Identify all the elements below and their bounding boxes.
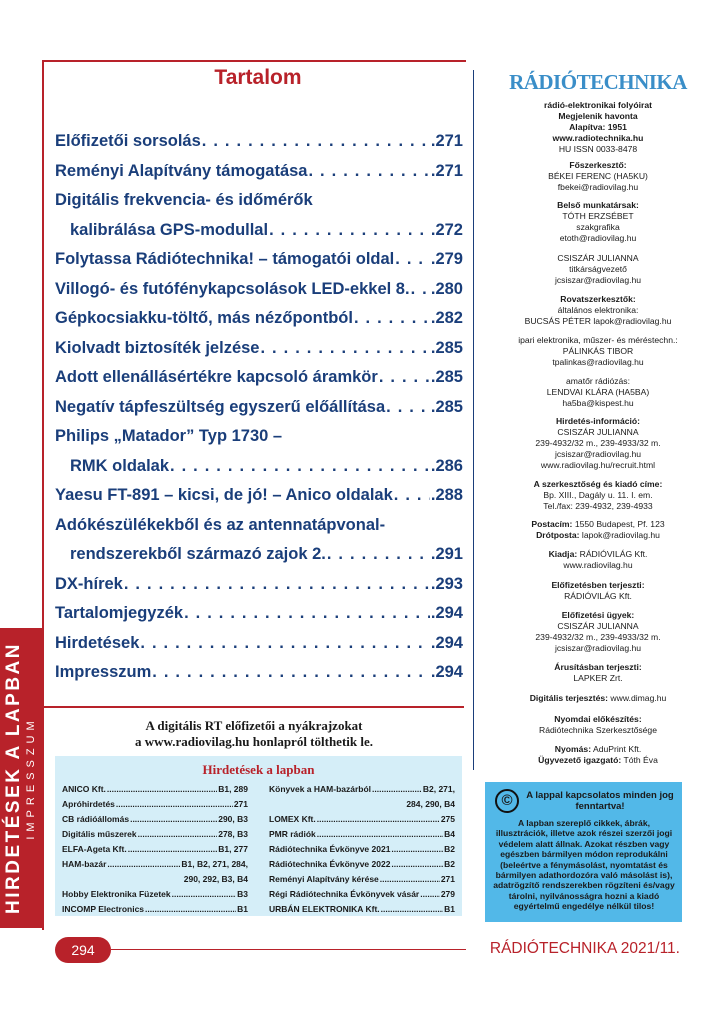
impressum-line: szakgrafika [576, 222, 620, 232]
impressum-sub-matters [478, 610, 718, 654]
impressum-retail [478, 662, 718, 684]
impressum-label: Belső munkatársak: [557, 200, 639, 210]
toc-entry-page: .286 [430, 456, 463, 475]
toc-entry-page: .279 [430, 250, 463, 268]
impressum-publisher [478, 549, 718, 571]
ads-index-advertiser: Reményi Alapítvány kérése [269, 874, 379, 884]
toc-leader-dots [379, 366, 430, 388]
impressum-label: Előfizetési ügyek: [561, 610, 635, 620]
impressum-line: általános elektronika: [557, 305, 639, 315]
toc-entry-title: Előfizetői sorsolás [55, 132, 201, 150]
impressum-line: etoth@radiovilag.hu [559, 233, 637, 243]
ads-index-pages: 284, 290, B4 [406, 799, 455, 809]
toc-leader-dots [140, 632, 429, 654]
toc-entry-title: Hirdetések [55, 633, 140, 652]
ads-index-leader-dots [172, 887, 236, 902]
impressum-line: jcsiszar@radiovilag.hu [554, 275, 642, 285]
impressum-line: jcsiszar@radiovilag.hu [554, 449, 642, 459]
impressum-column-editors [478, 294, 718, 327]
impressum-label: A szerkesztőség és kiadó címe: [533, 479, 663, 489]
toc-entry-page: .271 [430, 161, 463, 180]
ads-index-pages: B4 [444, 829, 455, 839]
copyright-heading: A lappal kapcsolatos minden jog fenntartva! [526, 790, 674, 812]
ads-index-entry [269, 842, 455, 857]
toc-entry [55, 189, 463, 211]
magazine-logo: RÁDIÓTECHNIKA [509, 70, 687, 94]
toc-entry [55, 632, 463, 654]
toc-leader-dots [170, 455, 430, 477]
impressum-line: tpalinkas@radiovilag.hu [552, 357, 644, 367]
toc-leader-dots [395, 248, 430, 270]
ads-index-entry [62, 782, 248, 797]
ads-index-entry [62, 902, 248, 917]
impressum-line: RÁDIÓVILÁG Kft. [564, 591, 632, 601]
ads-index-advertiser: Régi Rádiótechnika Évkönyvek vásár [269, 889, 420, 899]
ads-index-advertiser: INCOMP Electronics [62, 904, 145, 914]
ads-index-pages: B1, B2, 271, 284, [181, 859, 248, 869]
impressum-label: Előfizetésben terjeszti: [551, 580, 645, 590]
impressum-line: ha5ba@kispest.hu [562, 398, 634, 408]
ads-index-advertiser: PMR rádiók [269, 829, 316, 839]
ads-index-leader-dots [145, 902, 236, 917]
toc-entry-title: Negatív tápfeszültség egyszerű előállítása [55, 397, 386, 416]
toc-leader-dots [354, 307, 430, 329]
ads-index-pages: B3 [237, 889, 248, 899]
section-divider [44, 706, 464, 708]
toc-entry [55, 160, 463, 182]
toc-entry [55, 425, 463, 447]
impressum-address [478, 479, 718, 512]
ads-index-entry [269, 812, 455, 827]
impressum-sub-distribution [478, 580, 718, 602]
ads-index-advertiser: Hobby Elektronika Füzetek [62, 889, 171, 899]
toc-entry-title: rendszerekből származó zajok 2. [70, 545, 326, 563]
footer-magazine-issue: RÁDIÓTECHNIKA 2021/11. [489, 940, 680, 957]
toc-entry-title: Reményi Alapítvány támogatása [55, 161, 308, 180]
ads-index-advertiser: Rádiótechnika Évkönyve 2021 [269, 844, 391, 854]
toc-entry [55, 396, 463, 418]
toc-entry-title: Gépkocsiakku-töltő, más nézőpontból [55, 309, 353, 327]
impressum-line: Tel./fax: 239-4932, 239-4933 [543, 501, 653, 511]
ads-index-entry [62, 797, 248, 812]
ads-index-leader-dots [317, 827, 443, 842]
toc-leader-dots [327, 543, 430, 565]
toc-entry [55, 337, 463, 359]
toc-entry [55, 130, 463, 152]
toc-leader-dots [411, 278, 430, 300]
ads-index-advertiser: Digitális műszerek [62, 829, 137, 839]
ads-index-pages: 278, B3 [218, 829, 248, 839]
toc-entry [55, 602, 463, 624]
impressum-label: Ügyvezető igazgató: [538, 755, 622, 765]
toc-entry [70, 455, 463, 477]
ads-index-leader-dots [391, 842, 443, 857]
ads-index-entry [62, 857, 248, 872]
impressum-line: 239-4932/32 m., 239-4933/32 m. [535, 632, 661, 642]
impressum-label: Drótposta: [536, 530, 580, 540]
ads-index-advertiser: ELFA-Ageta Kft. [62, 844, 127, 854]
ads-index-pages: 279 [440, 889, 455, 899]
ads-index-pages: B1, 277 [218, 844, 248, 854]
ads-index-leader-dots [380, 872, 440, 887]
toc-entry-title: Villogó- és futófénykapcsolások LED-ekkel 8. [55, 279, 410, 298]
ads-index-leader-dots [391, 857, 443, 872]
impressum-value: AduPrint Kft. [592, 744, 642, 754]
ads-index-leader-dots [130, 812, 217, 827]
toc-entry-title: Adott ellenállásértékre kapcsoló áramkör [55, 368, 378, 386]
impressum-line: HU ISSN 0033-8478 [558, 144, 638, 154]
download-note-line: A digitális RT előfizetői a nyákrajzokat [145, 718, 363, 733]
ads-index-pages: 271 [233, 799, 248, 809]
toc-entry-title: kalibrálása GPS-modullal [70, 220, 269, 239]
ads-index-advertiser: ANICO Kft. [62, 784, 106, 794]
toc-entry-title: Philips „Matador” Typ 1730 – [55, 427, 283, 445]
impressum-label: Kiadja: [548, 549, 578, 559]
impressum-chief [478, 160, 718, 193]
frame-top-rule [42, 60, 466, 62]
ads-index-pages: B2, 271, [422, 784, 455, 794]
impressum-line: www.radiovilag.hu/recruit.html [540, 460, 656, 470]
toc-entry [55, 514, 463, 536]
impressum-line: Bp. XIII., Dagály u. 11. I. em. [543, 490, 653, 500]
ads-index-pages: 290, B3 [218, 814, 248, 824]
ads-index-pages: 290, 292, B3, B4 [183, 874, 248, 884]
toc-entry [55, 307, 463, 329]
toc-entry-page: .285 [430, 397, 463, 416]
impressum-line: titkárságvezető [569, 264, 627, 274]
impressum-amateur-editor [478, 376, 718, 409]
ads-index-leader-dots [116, 797, 233, 812]
ads-index-leader-dots [128, 842, 218, 857]
ads-index-leader-dots [420, 887, 440, 902]
impressum-line: BUCSÁS PÉTER lapok@radiovilag.hu [524, 316, 672, 326]
copyright-text: A lapban szereplő cikkek, ábrák, illusztrációk, illetve azok részei szerzői jogi védelem alatt állnak. Azokat részben vagy egészben bármilyen módon reprodukálni (beleértve a fénymásolást, nyomtatást és bármilyen adathordozóra való másolást is), adatrögzítő rendszerekben rögzíteni és/vagy tárolni, nyilvánosságra hozni a kiadó egyértelmű engedélye nélkül tilos! [493, 818, 675, 912]
toc-leader-dots [260, 337, 429, 359]
toc-leader-dots [386, 396, 430, 418]
ads-index-leader-dots [372, 782, 422, 797]
toc-entry-page: .285 [430, 338, 463, 357]
toc-leader-dots [269, 219, 430, 241]
impressum-line: LENDVAI KLÁRA (HA5BA) [546, 387, 650, 397]
impressum-print-line [478, 744, 718, 755]
impressum-line: rádió-elektronikai folyóirat [544, 100, 652, 110]
impressum-digital-line [478, 693, 718, 704]
download-note-line: a www.radiovilag.hu honlapról tölthetik le. [135, 734, 373, 749]
toc-entry [55, 484, 463, 506]
ads-index-pages: 275 [440, 814, 455, 824]
toc-entry-page: .271 [430, 132, 463, 150]
toc-entry [55, 248, 463, 270]
ads-index-leader-dots [138, 827, 218, 842]
ads-index-pages: B2 [444, 844, 455, 854]
toc-entry-title: RMK oldalak [70, 456, 170, 475]
ads-index-title: Hirdetések a lapban [202, 762, 315, 777]
impressum-line: LAPKER Zrt. [573, 673, 623, 683]
toc-entry-title: Folytassa Rádiótechnika! – támogatói oldal [55, 250, 395, 268]
toc-entry-title: DX-hírek [55, 574, 123, 593]
toc-entry [55, 278, 463, 300]
impressum-print [478, 744, 718, 766]
page-number-badge: 294 [55, 937, 111, 963]
footer-rule [111, 949, 466, 950]
toc-entry-title: Digitális frekvencia- és időmérők [55, 191, 313, 209]
ads-index-entry [62, 842, 248, 857]
impressum-wire-line [478, 530, 718, 541]
ads-index-box [55, 756, 462, 916]
ads-index-advertiser: Apróhirdetés [62, 799, 115, 809]
impressum-prepress [478, 714, 718, 736]
impressum-post-line [478, 519, 718, 530]
ads-index-pages: 271 [440, 874, 455, 884]
impressum-line: amatőr rádiózás: [565, 376, 630, 386]
impressum-director-line [478, 755, 718, 766]
toc-entry-title: Impresszum [55, 663, 152, 681]
copyright-box [485, 782, 682, 922]
toc-entry-page: .291 [430, 545, 463, 563]
impressum-label: Nyomás: [554, 744, 592, 754]
ads-index-entry [62, 827, 248, 842]
impressum-publisher-line [478, 549, 718, 560]
impressum-line: PÁLINKÁS TIBOR [562, 346, 634, 356]
impressum-line: www.radiovilag.hu [563, 560, 633, 570]
toc-entry-title: Kiolvadt biztosíték jelzése [55, 338, 260, 357]
impressum-value: RÁDIÓVILÁG Kft. [579, 549, 648, 559]
toc-leader-dots [152, 661, 430, 683]
impressum-value: lapok@radiovilag.hu [581, 530, 660, 540]
ads-index-pages: B1 [237, 904, 248, 914]
impressum-value: 1550 Budapest, Pf. 123 [574, 519, 665, 529]
toc-entry-page: .294 [430, 663, 463, 681]
toc-entry [55, 573, 463, 595]
side-section-label [4, 628, 38, 928]
impressum-line: 239-4932/32 m., 239-4933/32 m. [535, 438, 661, 448]
impressum-line: CSISZÁR JULIANNA [557, 253, 639, 263]
toc-entry-page: .282 [430, 309, 463, 327]
toc-leader-dots [394, 484, 430, 506]
impressum-secretary [478, 253, 718, 286]
ads-index-advertiser: Könyvek a HAM-bazárból [269, 784, 372, 794]
toc-entry [70, 543, 463, 565]
impressum-label: Nyomdai előkészítés: [554, 714, 642, 724]
impressum-value: www.dimag.hu [610, 693, 667, 703]
toc-entry-title: Adókészülékekből és az antennatápvonal- [55, 515, 386, 534]
ads-index-entry [62, 887, 248, 902]
ads-index-leader-dots [107, 857, 180, 872]
side-section-sub: IMPRESSZUM [25, 716, 37, 840]
toc-leader-dots [202, 130, 430, 152]
impressum-line: www.radiotechnika.hu [552, 133, 644, 143]
impressum-line: Megjelenik havonta [558, 111, 638, 121]
toc-entry [55, 366, 463, 388]
impressum-label: Rovatszerkesztők: [560, 294, 636, 304]
impressum-line: BÉKEI FERENC (HA5KU) [548, 171, 648, 181]
toc-entry-page: .294 [430, 604, 463, 622]
toc-entry-title: Tartalomjegyzék [55, 604, 184, 622]
ads-index-pages: B1 [444, 904, 455, 914]
toc-title: Tartalom [214, 66, 302, 89]
ads-index-entry [62, 812, 248, 827]
frame-left-rule [42, 60, 44, 930]
ads-index-entry [269, 857, 455, 872]
ads-index-leader-dots [317, 812, 440, 827]
impressum-label: Hirdetés-információ: [555, 416, 641, 426]
ads-index-advertiser: HAM-bazár [62, 859, 107, 869]
impressum-line: jcsiszar@radiovilag.hu [554, 643, 642, 653]
toc-entry [55, 661, 463, 683]
ads-index-advertiser: LOMEX Kft. [269, 814, 316, 824]
ads-index-entry [269, 782, 455, 797]
ads-index-entry [62, 872, 248, 887]
ads-index-left-column [62, 782, 248, 917]
toc-leader-dots [184, 602, 430, 624]
impressum-value: Tóth Éva [623, 755, 658, 765]
impressum-line: CSISZÁR JULIANNA [557, 621, 639, 631]
download-note [44, 718, 464, 750]
impressum-label: Postacím: [531, 519, 573, 529]
ads-index-pages: B1, 289 [218, 784, 248, 794]
column-divider [473, 70, 474, 770]
impressum-staff [478, 200, 718, 244]
impressum-industrial-editor [478, 335, 718, 368]
toc-entry-page: .285 [430, 368, 463, 386]
impressum-line: fbekei@radiovilag.hu [557, 182, 639, 192]
ads-index-entry [269, 902, 455, 917]
impressum-line: TÓTH ERZSÉBET [562, 211, 634, 221]
ads-index-advertiser: CB rádióállomás [62, 814, 130, 824]
toc-entry-page: .293 [430, 574, 463, 593]
impressum-line: CSISZÁR JULIANNA [557, 427, 639, 437]
ads-index-entry [269, 887, 455, 902]
toc-entry-page: .294 [430, 633, 463, 652]
ads-index-advertiser: Rádiótechnika Évkönyve 2022 [269, 859, 391, 869]
ads-index-pages: B2 [444, 859, 455, 869]
ads-index-right-column [269, 782, 455, 917]
toc-entry-page: .280 [430, 279, 463, 298]
impressum-line: ipari elektronika, műszer- és méréstechn.: [518, 335, 678, 345]
side-section-main: HIRDETÉSEK A LAPBAN [3, 642, 24, 914]
ads-index-entry [269, 872, 455, 887]
toc-entry-title: Yaesu FT-891 – kicsi, de jó! – Anico oldalak [55, 486, 393, 504]
toc-entry-page: .288 [430, 486, 463, 504]
toc-entry [70, 219, 463, 241]
impressum-line: Alapítva: 1951 [569, 122, 627, 132]
ads-index-entry [269, 797, 455, 812]
ads-index-entry [269, 827, 455, 842]
ads-index-advertiser: URBÁN ELEKTRONIKA Kft. [269, 904, 380, 914]
toc-entry-page: .272 [430, 220, 463, 239]
impressum-line: Rádiótechnika Szerkesztősége [539, 725, 657, 735]
impressum-label: Főszerkesztő: [569, 160, 627, 170]
impressum-digital [478, 693, 718, 704]
impressum-intro [478, 100, 718, 155]
toc-leader-dots [124, 573, 430, 595]
impressum-label: Árusításban terjeszti: [554, 662, 642, 672]
impressum-ad-info [478, 416, 718, 471]
impressum-label: Digitális terjesztés: [529, 693, 609, 703]
ads-index-leader-dots [107, 782, 217, 797]
impressum-post [478, 519, 718, 541]
copyright-icon: © [495, 789, 519, 813]
toc-leader-dots [308, 160, 429, 182]
ads-index-leader-dots [381, 902, 443, 917]
